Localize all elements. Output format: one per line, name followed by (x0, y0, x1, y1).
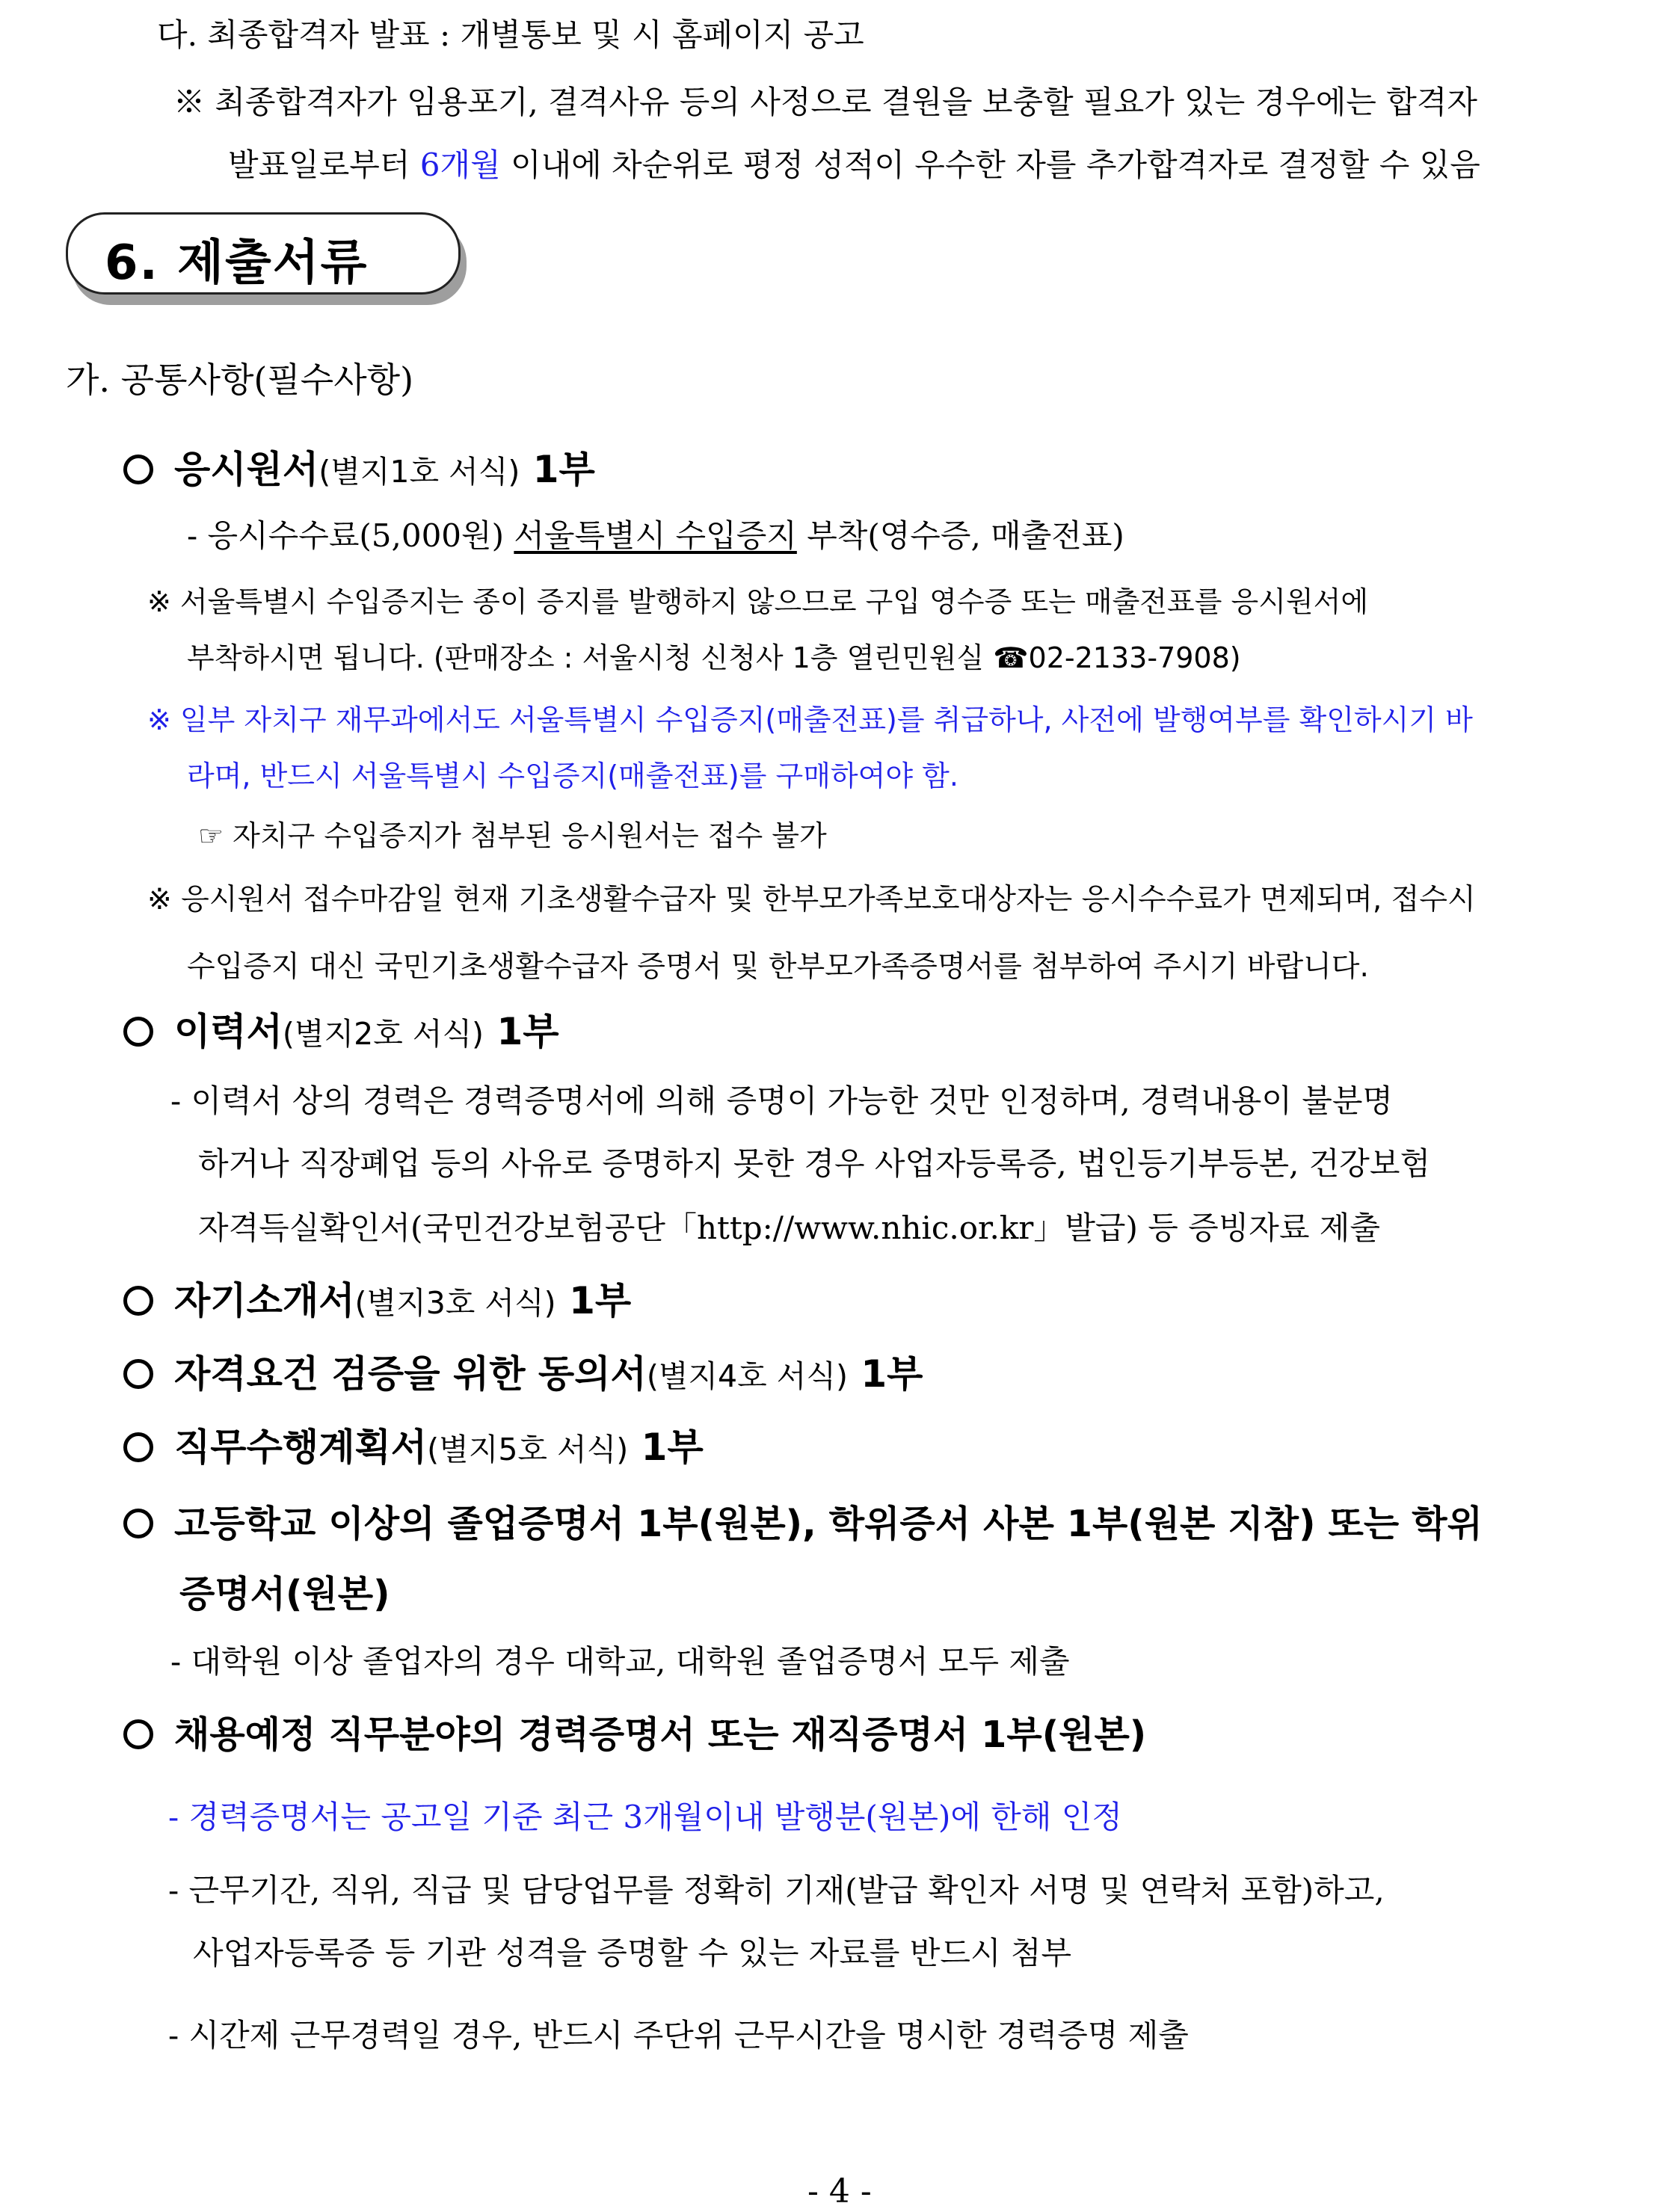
resume-detail-line1: - 이력서 상의 경력은 경력증명서에 의해 증명이 가능한 것만 인정하며, 경력내용이 불분명 (170, 1082, 1393, 1119)
item-title: 자기소개서 (174, 1279, 355, 1322)
note-text: 이내에 차순위로 평정 성적이 우수한 자를 추가합격자로 결정할 수 있음 (500, 147, 1480, 183)
bullet-circle-icon (123, 1286, 153, 1316)
career-detail-line1: - 근무기간, 직위, 직급 및 담당업무를 정확히 기재(발급 확인자 서명 및 연락처 포함)하고, (168, 1872, 1385, 1908)
fee-text: 부착(영수증, 매출전표) (796, 517, 1124, 554)
career-detail-line2: 사업자등록증 등 기관 성격을 증명할 수 있는 자료를 반드시 첨부 (193, 1935, 1072, 1971)
bullet-circle-icon (123, 1359, 153, 1389)
additional-pass-note-cont (228, 141, 1480, 185)
revenue-stamp-text: 서울특별시 수입증지 (514, 517, 797, 554)
form-number: (별지4호 서식) (646, 1358, 848, 1394)
copy-count: 1부 (861, 1352, 923, 1396)
fee-exemption-note-line1: ※ 응시원서 접수마감일 현재 기초생활수급자 및 한부모가족보호대상자는 응시수수료가 면제되며, 접수시 (147, 883, 1476, 916)
subsection-common: 가. 공통사항(필수사항) (66, 360, 414, 400)
item-title: 자격요건 검증을 위한 동의서 (174, 1352, 647, 1396)
six-months-highlight: 6개월 (419, 147, 501, 183)
district-note-line2: 라며, 반드시 서울특별시 수입증지(매출전표)를 구매하여야 함. (187, 760, 958, 792)
form-number: (별지1호 서식) (319, 454, 520, 490)
page-number: - 4 - (807, 2172, 872, 2211)
copy-count: 1부 (532, 448, 595, 491)
career-certificate-validity: - 경력증명서는 공고일 기준 최근 3개월이내 발행분(원본)에 한해 인정 (168, 1799, 1122, 1835)
bullet-circle-icon (123, 1432, 153, 1462)
item-graduation-certificate-cont: 증명서(원본) (179, 1573, 390, 1615)
bullet-circle-icon (123, 1017, 153, 1047)
fee-text: - 응시수수료(5,000원) (187, 517, 514, 554)
copy-count: 1부 (641, 1426, 704, 1469)
copy-count: 1부 (496, 1010, 559, 1053)
section-title: 6. 제출서류 (105, 235, 369, 291)
application-fee-line (187, 511, 1124, 556)
form-number: (별지5호 서식) (427, 1432, 629, 1467)
fee-exemption-note-line2: 수입증지 대신 국민기초생활수급자 증명서 및 한부모가족증명서를 첨부하여 주시기 바랍니다. (187, 950, 1369, 984)
bullet-circle-icon (123, 1719, 153, 1749)
item-title: 직무수행계획서 (174, 1426, 428, 1469)
item-resume (123, 1002, 559, 1056)
bullet-circle-icon (123, 1509, 153, 1538)
item-title: 채용예정 직무분야의 경력증명서 또는 재직증명서 1부(원본) (174, 1713, 1147, 1756)
district-stamp-warning: ☞ 자치구 수입증지가 첨부된 응시원서는 접수 불가 (198, 819, 827, 852)
resume-detail-line2: 하거나 직장폐업 등의 사유로 증명하지 못한 경우 사업자등록증, 법인등기부등본, 건강보험 (198, 1145, 1431, 1182)
item-job-plan (123, 1417, 704, 1471)
item-title: 이력서 (174, 1010, 283, 1053)
bullet-circle-icon (123, 455, 153, 484)
result-announcement-line: 다. 최종합격자 발표 : 개별통보 및 시 홈페이지 공고 (157, 16, 864, 53)
form-number: (별지3호 서식) (354, 1285, 556, 1321)
resume-detail-line3: 자격득실확인서(국민건강보험공단「http://www.nhic.or.kr」발급) 등 증빙자료 제출 (198, 1210, 1380, 1246)
part-time-career-note: - 시간제 근무경력일 경우, 반드시 주단위 근무시간을 명시한 경력증명 제출 (168, 2017, 1189, 2054)
graduation-detail: - 대학원 이상 졸업자의 경우 대학교, 대학원 졸업증명서 모두 제출 (170, 1643, 1070, 1680)
copy-count: 1부 (569, 1279, 632, 1322)
note-text: 발표일로부터 (228, 147, 420, 183)
item-application-form (123, 440, 595, 493)
district-note-line1: ※ 일부 자치구 재무과에서도 서울특별시 수입증지(매출전표)를 취급하나, 사전에 발행여부를 확인하시기 바 (147, 703, 1473, 736)
item-graduation-certificate (123, 1495, 1483, 1547)
form-number: (별지2호 서식) (282, 1016, 484, 1052)
item-self-introduction (123, 1271, 631, 1325)
additional-pass-note: ※ 최종합격자가 임용포기, 결격사유 등의 사정으로 결원을 보충할 필요가 있는 경우에는 합격자 (173, 84, 1477, 120)
item-career-certificate (123, 1706, 1146, 1758)
item-title: 고등학교 이상의 졸업증명서 1부(원본), 학위증서 사본 1부(원본 지참) 또는 학위 (174, 1503, 1483, 1545)
item-consent-form (123, 1344, 923, 1398)
stamp-note-line2: 부착하시면 됩니다. (판매장소 : 서울시청 신청사 1층 열린민원실 ☎02-2133-7908) (187, 641, 1241, 674)
stamp-note-line1: ※ 서울특별시 수입증지는 종이 증지를 발행하지 않으므로 구입 영수증 또는 매출전표를 응시원서에 (147, 585, 1369, 618)
item-title: 응시원서 (174, 448, 319, 491)
